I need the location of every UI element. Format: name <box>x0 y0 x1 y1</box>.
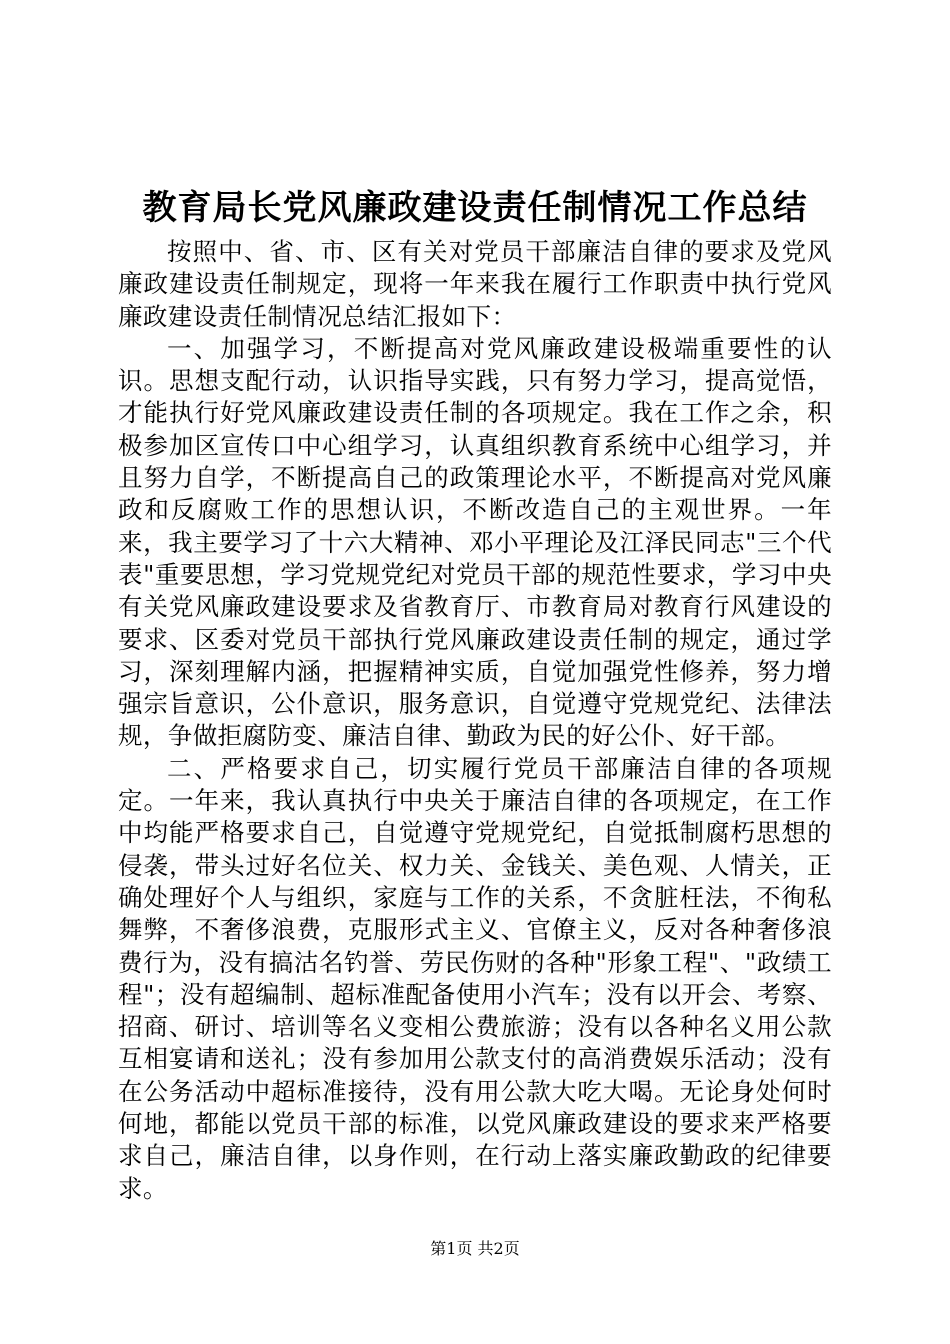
paragraph-intro: 按照中、省、市、区有关对党员干部廉洁自律的要求及党风廉政建设责任制规定，现将一年来我在履行工作职责中执行党风廉政建设责任制情况总结汇报如下： <box>118 237 832 331</box>
page-number-footer: 第1页 共2页 <box>430 1239 520 1258</box>
document-body <box>118 236 832 1205</box>
paragraph-section-2: 二、严格要求自己，切实履行党员干部廉洁自律的各项规定。一年来，我认真执行中央关于廉洁自律的各项规定，在工作中均能严格要求自己，自觉遵守党规党纪，自觉抵制腐朽思想的侵袭，带头过好名位关、权力关、金钱关、美色观、人情关，正确处理好个人与组织，家庭与工作的关系，不贪脏枉法，不徇私舞弊，不奢侈浪费，克服形式主义、官僚主义，反对各种奢侈浪费行为，没有搞沽名钓誉、劳民伤财的各种"形象工程"、"政绩工程"；没有超编制、超标准配备使用小汽车；没有以开会、考察、招商、研讨、培训等名义变相公费旅游；没有以各种名义用公款互相宴请和送礼；没有参加用公款支付的高消费娱乐活动；没有在公务活动中超标准接待，没有用公款大吃大喝。无论身处何时何地，都能以党员干部的标准，以党风廉政建设的要求来严格要求自己，廉洁自律，以身作则，在行动上落实廉政勤政的纪律要求。 <box>118 753 832 1203</box>
paragraph-section-1: 一、加强学习，不断提高对党风廉政建设极端重要性的认识。思想支配行动，认识指导实践，只有努力学习，提高觉悟，才能执行好党风廉政建设责任制的各项规定。我在工作之余，积极参加区宣传口中心组学习，认真组织教育系统中心组学习，并且努力自学，不断提高自己的政策理论水平，不断提高对党风廉政和反腐败工作的思想认识，不断改造自己的主观世界。一年来，我主要学习了十六大精神、邓小平理论及江泽民同志"三个代表"重要思想，学习党规党纪对党员干部的规范性要求，学习中央有关党风廉政建设要求及省教育厅、市教育局对教育行风建设的要求、区委对党员干部执行党风廉政建设责任制的规定，通过学习，深刻理解内涵，把握精神实质，自觉加强党性修养，努力增强宗旨意识，公仆意识，服务意识，自觉遵守党规党纪、法律法规，争做拒腐防变、廉洁自律、勤政为民的好公仆、好干部。 <box>118 333 832 751</box>
document-title: 教育局长党风廉政建设责任制情况工作总结 <box>142 188 808 228</box>
